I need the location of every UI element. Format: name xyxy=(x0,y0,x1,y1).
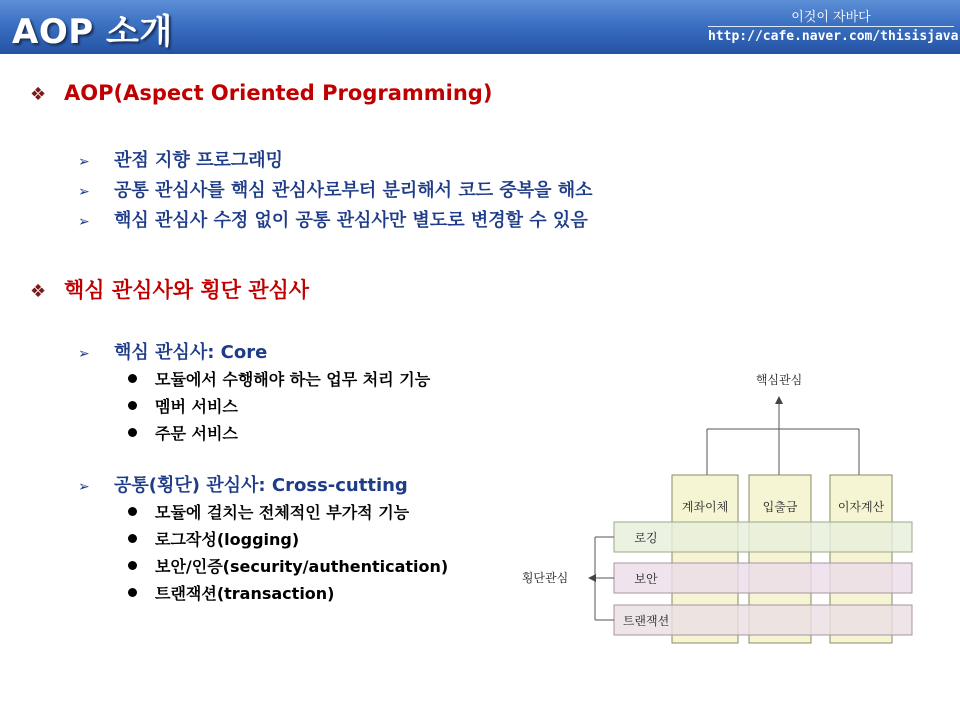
cafe-url[interactable]: http://cafe.naver.com/thisisjava xyxy=(708,29,959,44)
row-label: 트랜잭션 xyxy=(622,614,670,628)
cross-row-band xyxy=(614,522,912,552)
list-item-text: 모듈에 걸치는 전체적인 부가적 기능 xyxy=(155,503,410,522)
diamond-bullet-icon: ❖ xyxy=(30,84,47,105)
row-label: 로깅 xyxy=(634,531,658,545)
list-item-text: 공통 관심사를 핵심 관심사로부터 분리해서 코드 중복을 해소 xyxy=(114,180,593,201)
cross-row-band xyxy=(614,563,912,593)
list-item-text: 모듈에서 수행해야 하는 업무 처리 기능 xyxy=(155,370,431,389)
column-label: 이자계산 xyxy=(837,500,885,514)
list-item-text: 로그작성(logging) xyxy=(155,530,300,549)
cross-concern-label: 횡단관심 xyxy=(521,571,569,585)
cross-arrow-bracket xyxy=(590,537,614,620)
subsection-core-title: 핵심 관심사: Core xyxy=(114,342,268,363)
diamond-bullet-icon: ❖ xyxy=(30,281,47,302)
column-label: 계좌이체 xyxy=(681,500,729,514)
arrow-bullet-icon: ➢ xyxy=(78,154,90,170)
row-label: 보안 xyxy=(634,572,658,586)
page-title: AOP 소개 xyxy=(12,12,173,52)
list-item-text: 핵심 관심사 수정 없이 공통 관심사만 별도로 변경할 수 있음 xyxy=(114,210,588,231)
subsection-cross-title: 공통(횡단) 관심사: Cross-cutting xyxy=(114,475,408,496)
list-item-text: 보안/인증(security/authentication) xyxy=(155,557,449,576)
list-item-text: 멤버 서비스 xyxy=(155,397,238,416)
core-arrow-tree xyxy=(707,398,859,475)
column-label: 입출금 xyxy=(762,500,798,514)
section-concerns-title: 핵심 관심사와 횡단 관심사 xyxy=(64,278,310,302)
arrow-bullet-icon: ➢ xyxy=(78,184,90,200)
list-item-text: 주문 서비스 xyxy=(155,424,238,443)
list-item-text: 관점 지향 프로그래밍 xyxy=(114,150,284,171)
section-aop-title: AOP(Aspect Oriented Programming) xyxy=(64,81,493,105)
cafe-name: 이것이 자바다 xyxy=(791,10,871,25)
arrow-bullet-icon: ➢ xyxy=(78,479,90,495)
core-concern-label: 핵심관심 xyxy=(755,373,803,387)
list-item-text: 트랜잭션(transaction) xyxy=(155,584,335,603)
arrow-bullet-icon: ➢ xyxy=(78,346,90,362)
arrow-bullet-icon: ➢ xyxy=(78,214,90,230)
